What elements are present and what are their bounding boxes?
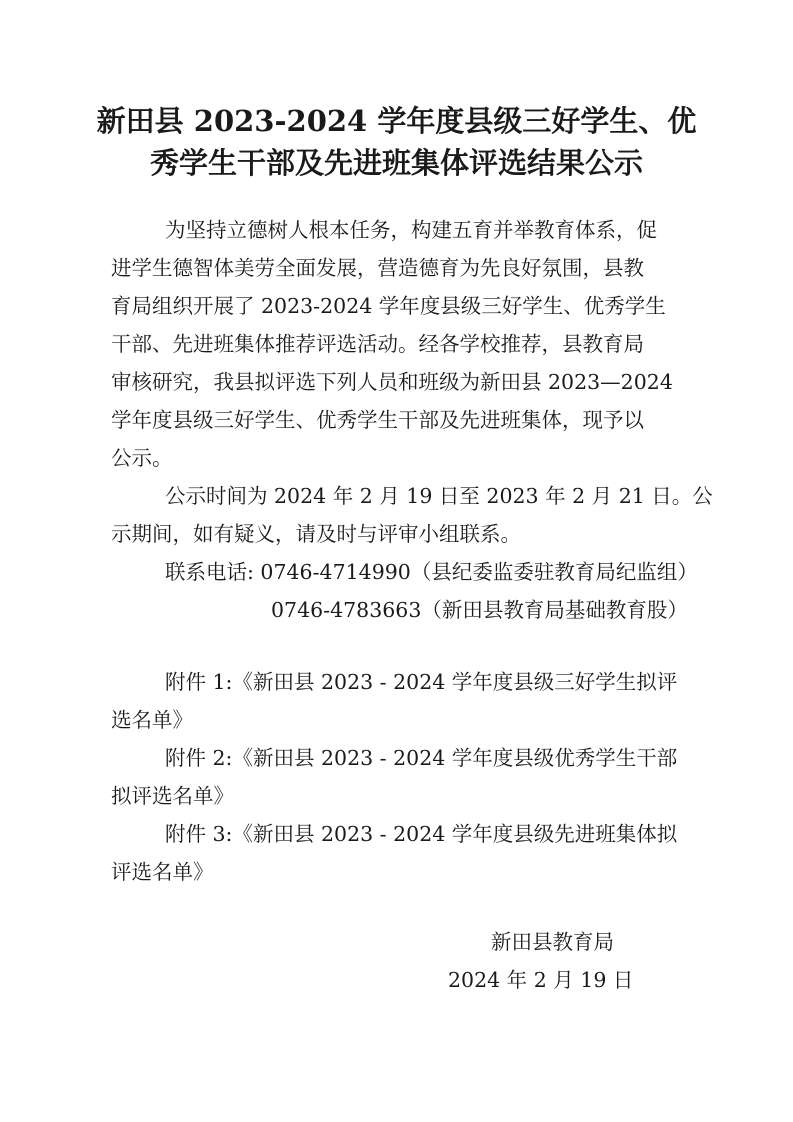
attachment-1-line-2: 选名单》 xyxy=(111,708,193,732)
attachment-1-line-1: 附件 1:《新田县 2023 - 2024 学年度县级三好学生拟评 xyxy=(165,670,678,694)
signature-date: 2024 年 2 月 19 日 xyxy=(448,968,634,992)
attachment-2-line-2: 拟评选名单》 xyxy=(111,784,234,808)
paragraph-1-line-4: 干部、先进班集体推荐评选活动。经各学校推荐，县教育局 xyxy=(111,332,644,356)
paragraph-1-line-3: 育局组织开展了 2023-2024 学年度县级三好学生、优秀学生 xyxy=(111,294,666,318)
attachment-3-line-2: 评选名单》 xyxy=(111,860,214,884)
document-title-line-1: 新田县 2023-2024 学年度县级三好学生、优 xyxy=(96,104,697,138)
document-title-line-2: 秀学生干部及先进班集体评选结果公示 xyxy=(149,146,643,180)
paragraph-1-line-6: 学年度县级三好学生、优秀学生干部及先进班集体，现予以 xyxy=(111,408,644,432)
attachment-2-line-1: 附件 2:《新田县 2023 - 2024 学年度县级优秀学生干部 xyxy=(165,746,678,770)
paragraph-1-line-1: 为坚持立德树人根本任务，构建五育并举教育体系，促 xyxy=(165,218,657,242)
contact-phone-2: 0746-4783663（新田县教育局基础教育股） xyxy=(271,598,688,622)
paragraph-1-line-5: 审核研究，我县拟评选下列人员和班级为新田县 2023—2024 xyxy=(111,370,673,394)
paragraph-1-line-2: 进学生德智体美劳全面发展，营造德育为先良好氛围，县教 xyxy=(111,256,644,280)
paragraph-2-line-1: 公示时间为 2024 年 2 月 19 日至 2023 年 2 月 21 日。公 xyxy=(165,484,713,508)
contact-phone-1: 联系电话: 0746-4714990（县纪委监委驻教育局纪监组） xyxy=(165,560,698,584)
attachment-3-line-1: 附件 3:《新田县 2023 - 2024 学年度县级先进班集体拟 xyxy=(165,822,678,846)
paragraph-2-line-2: 示期间，如有疑义，请及时与评审小组联系。 xyxy=(111,522,521,546)
signature-organization: 新田县教育局 xyxy=(491,930,614,954)
paragraph-1-line-7: 公示。 xyxy=(111,446,173,470)
